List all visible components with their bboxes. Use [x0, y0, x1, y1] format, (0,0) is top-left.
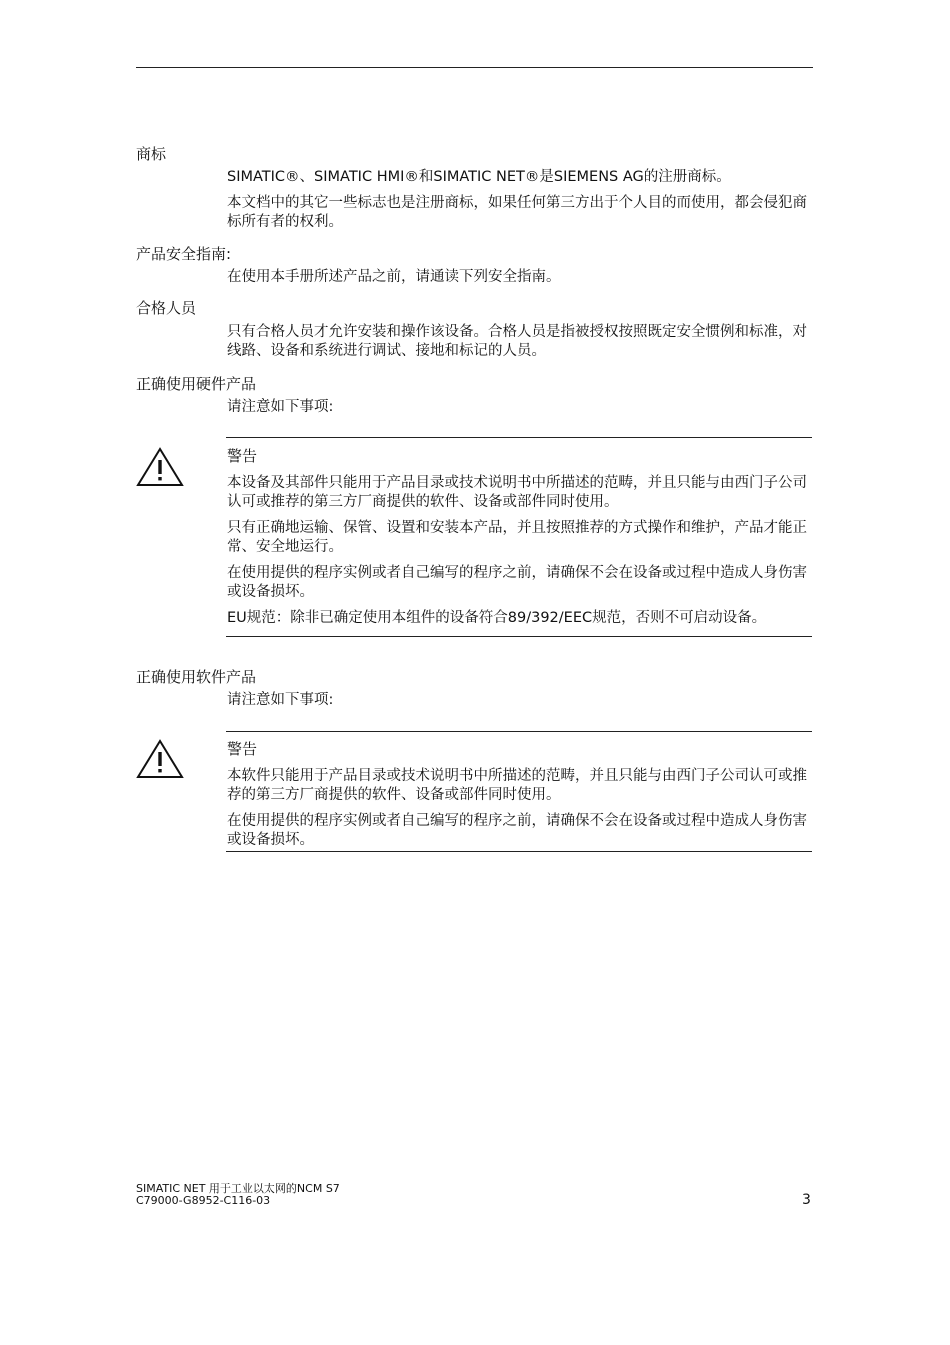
safety-heading: 产品安全指南:: [136, 245, 232, 263]
hardware-intro: [227, 398, 815, 417]
hardware-warning-body: [227, 474, 815, 628]
software-heading: 正确使用软件产品: [136, 668, 257, 686]
footer-order-number: C79000-G8952-C116-03: [136, 1194, 271, 1207]
hardware-heading: 正确使用硬件产品: [136, 375, 257, 393]
software-warning-title: 警告: [227, 740, 258, 758]
page-number: 3: [802, 1192, 811, 1208]
hardware-warning-paragraph: EU规范：除非已确定使用本组件的设备符合89/392/EEC规范，否则不可启动设备。: [227, 610, 767, 626]
qualified-paragraph: 只有合格人员才允许安装和操作该设备。合格人员是指被授权按照既定安全惯例和标准，对线路、设备和系统进行调试、接地和标记的人员。: [227, 324, 807, 359]
qualified-body: [227, 323, 815, 361]
hardware-warning-paragraph: 只有正确地运输、保管、设置和安装本产品，并且按照推荐的方式操作和维护，产品才能正常、安全地运行。: [227, 520, 807, 555]
page-footer: [136, 1183, 340, 1207]
safety-body: [227, 268, 815, 287]
software-warning-bottom-rule: [226, 851, 812, 852]
hardware-warning-bottom-rule: [226, 636, 812, 637]
header-rule: [136, 67, 813, 68]
trademark-paragraph: 本文档中的其它一些标志也是注册商标，如果任何第三方出于个人目的而使用，都会侵犯商标所有者的权利。: [227, 195, 807, 230]
footer-title: SIMATIC NET 用于工业以太网的NCM S7: [136, 1182, 340, 1195]
safety-paragraph: 在使用本手册所述产品之前，请通读下列安全指南。: [227, 269, 561, 285]
hardware-warning-top-rule: [226, 437, 812, 438]
warning-triangle-icon: [136, 738, 184, 780]
trademark-body: [227, 168, 815, 232]
software-intro: [227, 691, 815, 710]
trademark-paragraph: SIMATIC®、SIMATIC HMI®和SIMATIC NET®是SIEMENS AG的注册商标。: [227, 169, 731, 185]
hardware-intro-text: 请注意如下事项:: [227, 399, 334, 415]
qualified-heading: 合格人员: [136, 299, 197, 317]
hardware-warning-paragraph: 在使用提供的程序实例或者自己编写的程序之前，请确保不会在设备或过程中造成人身伤害或设备损坏。: [227, 565, 807, 600]
hardware-warning-title: 警告: [227, 447, 258, 465]
warning-triangle-icon: [136, 446, 184, 488]
hardware-warning-paragraph: 本设备及其部件只能用于产品目录或技术说明书中所描述的范畴，并且只能与由西门子公司认可或推荐的第三方厂商提供的软件、设备或部件同时使用。: [227, 475, 807, 510]
software-intro-text: 请注意如下事项:: [227, 692, 334, 708]
software-warning-paragraph: 本软件只能用于产品目录或技术说明书中所描述的范畴，并且只能与由西门子公司认可或推荐的第三方厂商提供的软件、设备或部件同时使用。: [227, 768, 807, 803]
trademark-heading: 商标: [136, 145, 167, 163]
software-warning-body: [227, 767, 815, 850]
software-warning-top-rule: [226, 731, 812, 732]
software-warning-paragraph: 在使用提供的程序实例或者自己编写的程序之前，请确保不会在设备或过程中造成人身伤害或设备损坏。: [227, 813, 807, 848]
